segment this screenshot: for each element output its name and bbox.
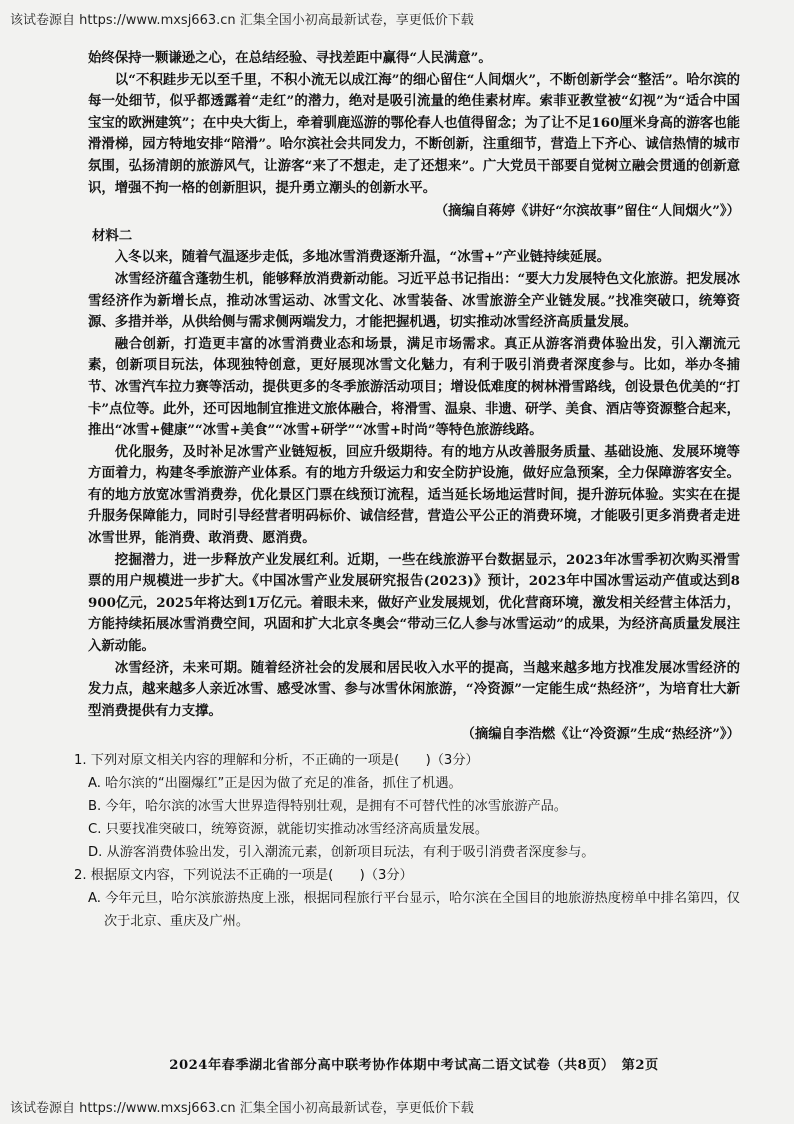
material1-paragraph: 以“不积跬步无以至千里，不积小流无以成江海”的细心留住“人间烟火”，不断创新学会“整活”。哈尔滨的每一处细节，似乎都透露着“走红”的潜力，绝对是吸引流量的绝佳素材库。索菲亚教堂被“幻视”为“适合中国宝宝的欧洲建筑”；在中央大街上，牵着驯鹿巡游的鄂伦春人也值得留念；为了让不足160厘米身高的游客也能滑滑梯，园方特地安排“陪滑”。哈尔滨社会共同发力，不断创新，注重细节，营造上下齐心、诚信热情的城市氛围，弘扬清朗的旅游风气，让游客“来了不想走，走了还想来”。广大党员干部要自觉树立融会贯通的创新意识，增强不拘一格的创新胆识，提升勇立潮头的创新水平。 [88,71,740,196]
material2-source: （摘编自李浩燃《让“冷资源”生成“热经济”》） [461,726,740,743]
question-stem: 1. 下列对原文相关内容的理解和分析，不正确的一项是( )（3分） [74,753,479,768]
question-option: A. 今年元旦，哈尔滨旅游热度上涨，根据同程旅行平台显示，哈尔滨在全国目的地旅游热度榜单中排名第四，仅次于北京、重庆及广州。 [88,891,740,929]
question-1 [74,749,740,864]
question-2 [74,864,740,933]
material2-paragraph: 融合创新，打造更丰富的冰雪消费业态和场景，满足市场需求。真正从游客消费体验出发，引入潮流元素，创新项目玩法，体现独特创意，更好展现冰雪文化魅力，有利于吸引消费者深度参与。比如，举办冬捕节、冰雪汽车拉力赛等活动，提供更多的冬季旅游活动项目；增设低难度的树林滑雪路线，创设景色优美的“打卡”点位等。此外，还可因地制宜推进文旅体融合，将滑雪、温泉、非遗、研学、美食、酒店等资源整合起来，推出“冰雪+健康”“冰雪+美食”“冰雪+研学”“冰雪+时尚”等特色旅游线路。 [88,335,740,439]
material2-paragraph: 冰雪经济，未来可期。随着经济社会的发展和居民收入水平的提高，当越来越多地方找准发展冰雪经济的发力点，越来越多人亲近冰雪、感受冰雪、参与冰雪休闲旅游，“冷资源”一定能生成“热经济”，为培育壮大新型消费提供有力支撑。 [88,659,740,719]
material2-paragraph: 冰雪经济蕴含蓬勃生机，能够释放消费新动能。习近平总书记指出：“要大力发展特色文化旅游。把发展冰雪经济作为新增长点，推动冰雪运动、冰雪文化、冰雪装备、冰雪旅游全产业链发展。”找准突破口，统筹资源、多措并举，从供给侧与需求侧两端发力，才能把握机遇，切实推动冰雪经济高质量发展。 [88,270,740,331]
material2-paragraph: 入冬以来，随着气温逐步走低，多地冰雪消费逐渐升温，“冰雪+”产业链持续延展。 [114,249,611,266]
question-option: B. 今年，哈尔滨的冰雪大世界造得特别壮观，是拥有不可替代性的冰雪旅游产品。 [88,799,567,814]
exam-page-body [74,48,740,933]
material2-heading: 材料二 [92,227,133,244]
question-option: A. 哈尔滨的“出圈爆红”正是因为做了充足的准备，抓住了机遇。 [88,776,462,791]
download-banner-bottom: 该试卷源自 https://www.mxsj663.cn 汇集全国小初高最新试卷，享更低价下载 [10,1101,474,1116]
question-option: C. 只要找准突破口，统筹资源，就能切实推动冰雪经济高质量发展。 [88,822,489,837]
question-option: D. 从游客消费体验出发，引入潮流元素，创新项目玩法，有利于吸引消费者深度参与。 [88,845,595,860]
material1-tail: 始终保持一颗谦逊之心，在总结经验、寻找差距中赢得“人民满意”。 [88,50,492,66]
question-stem: 2. 根据原文内容，下列说法不正确的一项是( )（3分） [74,868,413,883]
material2-paragraph: 挖掘潜力，进一步释放产业发展红利。近期，一些在线旅游平台数据显示，2023年冰雪季初次购买滑雪票的用户规模进一步扩大。《中国冰雪产业发展研究报告(2023)》预计，2023年中国冰雪运动产值或达到8 900亿元，2025年将达到1万亿元。着眼未来，做好产业发展规划，优化营商环境，激发相关经营主体活力，方能持续拓展冰雪消费空间，巩固和扩大北京冬奥会“带动三亿人参与冰雪运动”的成果，为经济高质量发展注入新动能。 [88,551,740,655]
page-footer: 2024年春季湖北省部分高中联考协作体期中考试高二语文试卷（共8页） 第2页 [169,1058,659,1073]
download-banner-top: 该试卷源自 https://www.mxsj663.cn 汇集全国小初高最新试卷，享更低价下载 [10,13,474,28]
material2-paragraph: 优化服务，及时补足冰雪产业链短板，回应升级期待。有的地方从改善服务质量、基础设施、发展环境等方面着力，构建冬季旅游产业体系。有的地方升级运力和安全防护设施，做好应急预案，全力保障游客安全。有的地方放宽冰雪消费券，优化景区门票在线预订流程，适当延长场地运营时间，提升游玩体验。实实在在提升服务保障能力，同时引导经营者明码标价、诚信经营，营造公平公正的消费环境，才能吸引更多消费者走进冰雪世界，能消费、敢消费、愿消费。 [88,443,740,547]
material1-source: （摘编自蒋婷《讲好“尔滨故事”留住“人间烟火”》） [434,203,740,220]
